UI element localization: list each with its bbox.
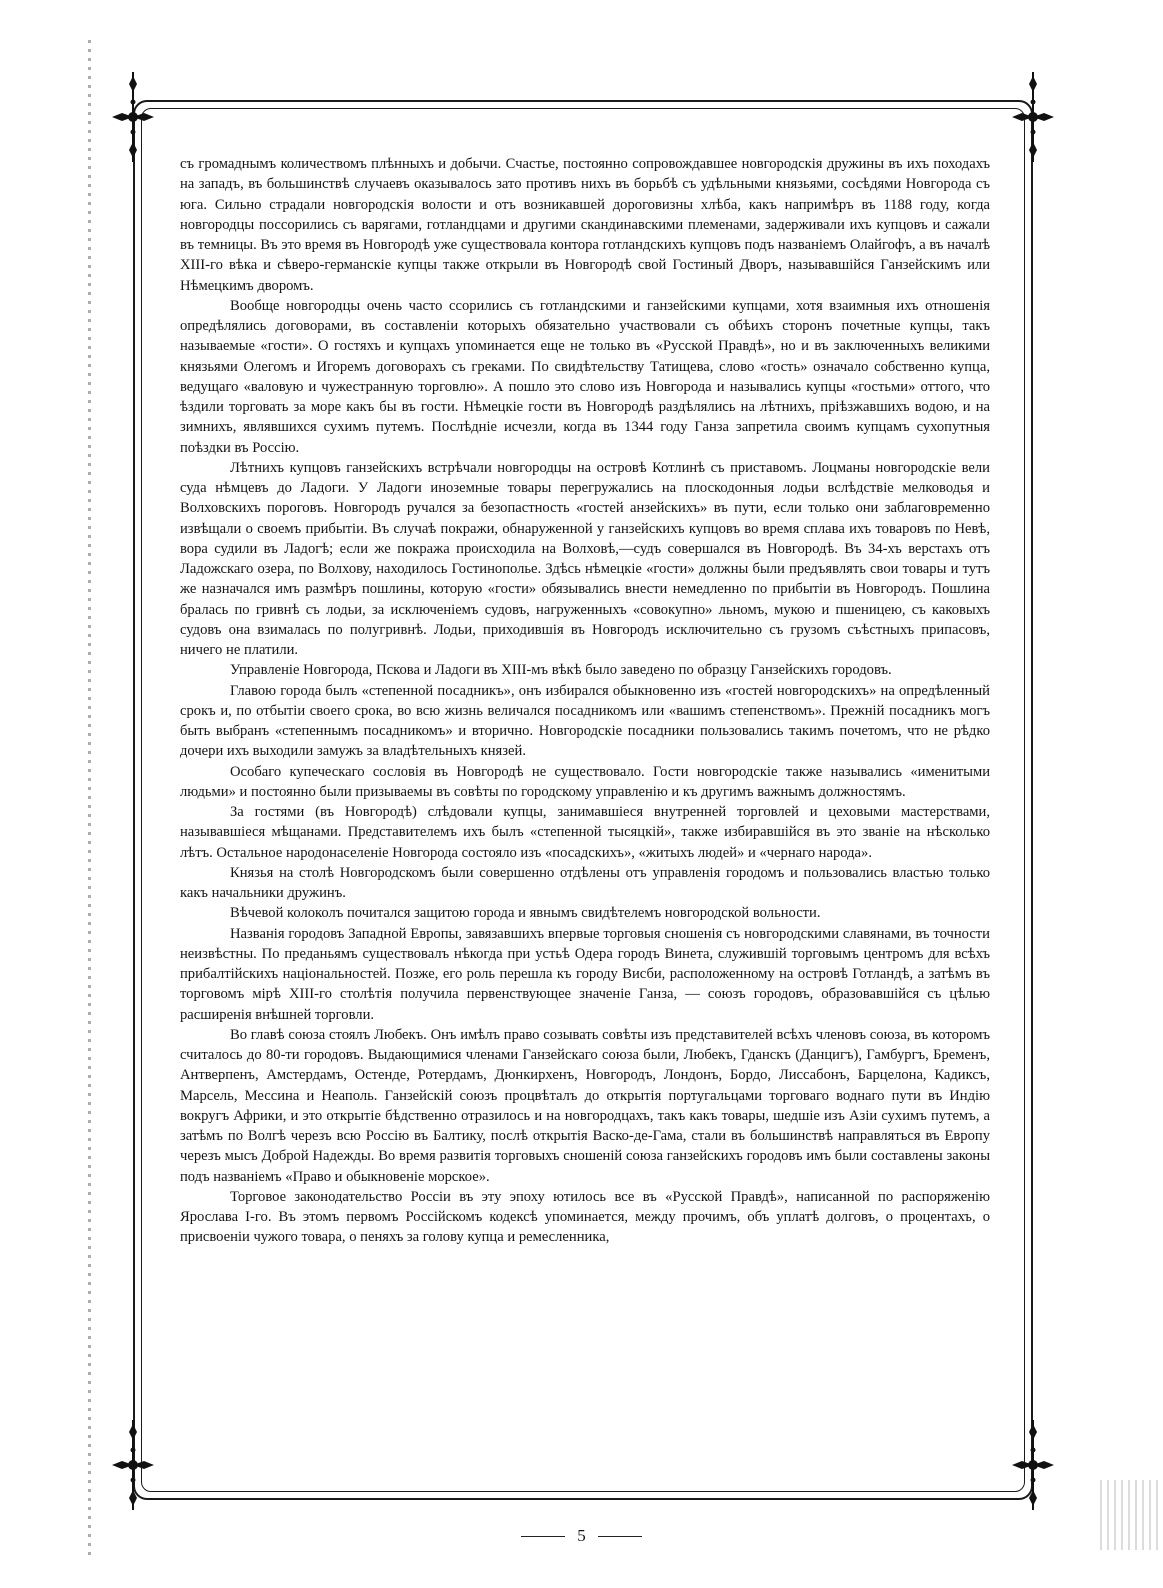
page-number: 5 [577, 1526, 586, 1545]
corner-ornament-bottom-right [1010, 1420, 1056, 1510]
paragraph: Названія городовъ Западной Европы, завязавшихъ впервые торговыя сношенія съ новгородскими славянами, въ точности неизвѣстны. По преданьямъ существовалъ нѣкогда при устьѣ Одера городъ Винета, служившій торговымъ центромъ для всѣхъ прибалтійскихъ національностей. Позже, его роль перешла къ городу Висби, расположенному на островѣ Готландѣ, а затѣмъ въ торговомъ мірѣ XIII-го столѣтія получила первенствующее значеніе Ганза, — союзъ городовъ, образовавшійся съ цѣлью расширенія внѣшней торговли. [180, 925, 990, 1023]
scan-edge-left [88, 40, 91, 1560]
page-footer [0, 1524, 1163, 1548]
paragraph: Вѣчевой колоколъ почитался защитою города и явнымъ свидѣтелемъ новгородской вольности. [230, 905, 821, 922]
paragraph: Особаго купеческаго сословія въ Новгородѣ не существовало. Гости новгородскіе также назывались «именитыми людьми» и постоянно были призываемы въ совѣты по городскому управленію и къ другимъ важнымъ должностямъ. [180, 763, 990, 800]
paragraph: Главою города былъ «степенной посадникъ», онъ избирался обыкновенно изъ «гостей новгородскихъ» на опредѣленный срокъ и, по отбытіи своего срока, во всю жизнь величался посадникомъ или «вашимъ степенствомъ». Прежній посадникъ могъ быть выбранъ «степеннымъ посадникомъ» и вторично. Новгородскіе посадники пользовались такимъ почетомъ, что не рѣдко дочери ихъ выходили замужъ за владѣтельныхъ князей. [180, 682, 990, 760]
paragraph: За гостями (въ Новгородѣ) слѣдовали купцы, занимавшіеся внутренней торговлей и цеховыми мастерствами, называвшіеся мѣщанами. Представителемъ ихъ былъ «степенной тысяцкій», также избиравшійся въ это званіе на нѣсколько лѣтъ. Остальное народонаселеніе Новгорода состояло изъ «посадскихъ», «житыхъ людей» и «чернаго народа». [180, 804, 990, 861]
corner-ornament-top-left [110, 72, 156, 162]
paragraph: Торговое законодательство Россіи въ эту эпоху ютилось все въ «Русской Правдѣ», написанной по распоряженію Ярослава I-го. Въ этомъ первомъ Россійскомъ кодексѣ упоминается, между прочимъ, объ уплатѣ долговъ, о процентахъ, о присвоеніи чужого товара, о пеняхъ за голову купца и ремесленника, [180, 1188, 990, 1246]
footer-rule-right [598, 1536, 642, 1537]
footer-rule-left [521, 1536, 565, 1537]
corner-ornament-top-right [1010, 72, 1056, 162]
paragraph: Управленіе Новгорода, Пскова и Ладоги въ XIII-мъ вѣкѣ было заведено по образцу Ганзейскихъ городовъ. [230, 662, 892, 679]
paragraph: Лѣтнихъ купцовъ ганзейскихъ встрѣчали новгородцы на островѣ Котлинѣ съ приставомъ. Лоцманы новгородскіе вели суда нѣмцевъ до Ладоги. У Ладоги иноземные товары перегружались на плоскодонныя лодьи вслѣдствіе мелководья и Волховскихъ пороговъ. Новгородъ ручался за безопастность «гостей анзейскихъ» въ пути, если только они заблаговременно извѣщали о своемъ прибытіи. Въ случаѣ покражи, обнаруженной у ганзейскихъ купцовъ во время сплава ихъ товаровъ по Невѣ, вора судили въ Ладогѣ; если же покража происходила на Волховѣ,—судъ совершался въ Новгородѣ. Въ 34-хъ верстахъ отъ Ладожскаго озера, по Волхову, находилось Гостинополье. Здѣсь нѣмецкіе «гости» должны были предъявлять свои товары и тутъ же назначался имъ размѣръ пошлины, которую «гости» обязывались внести немедленно по прибытіи въ Новгородъ. Пошлина бралась по гривнѣ съ лодьи, за исключеніемъ судовъ, нагруженныхъ «совокупно» льномъ, мукою и пшеницею, съ каковыхъ судовъ она взималась по полугривнѣ. Лодьи, приходившія въ Новгородъ исключительно съ грузомъ съѣстныхъ припасовъ, ничего не платили. [180, 459, 990, 658]
corner-ornament-bottom-left [110, 1420, 156, 1510]
paragraph: съ громаднымъ количествомъ плѣнныхъ и добычи. Счастье, постоянно сопровождавшее новгородскія дружины въ ихъ походахъ на западъ, въ большинствѣ случаевъ оказывалось зато противъ нихъ въ борьбѣ съ удѣльными князьями, сосѣдями Новгорода съ юга. Сильно страдали новгородскія волости и отъ возникавшей дороговизны хлѣба, какъ напримѣръ въ 1188 году, когда новгородцы поссорились съ варягами, готландцами и другими скандинавскими племенами, задерживали ихъ купцовъ и сажали въ темницы. Въ это время въ Новгородѣ уже существовала контора готландскихъ купцовъ подъ названіемъ Олайгофъ, а въ началѣ XIII-го вѣка и сѣверо-германскіе купцы также открыли въ Новгородѣ свой Гостиный Дворъ, называвшійся Ганзейскимъ или Нѣмецкимъ дворомъ. [180, 156, 990, 294]
paragraph: Вообще новгородцы очень часто ссорились съ готландскими и ганзейскими купцами, хотя взаимныя ихъ отношенія опредѣлялись договорами, въ составленіи которыхъ обязательно участвовали съ обѣихъ сторонъ почетные купцы, такъ называемые «гости». О гостяхъ и купцахъ упоминается еще не только въ «Русской Правдѣ», но и въ заключенныхъ великими князьями Олегомъ и Игоремъ договорахъ съ греками. По свидѣтельству Татищева, слово «гость» означало собственно купца, ведущаго «валовую и чужестранную торговлю». А пошло это слово изъ Новгорода и назывались купцы «гостьми» оттого, что ѣздили торговать за море какъ бы въ гости. Нѣмецкіе гости въ Новгородѣ раздѣлялись на лѣтнихъ, пріѣзжавшихъ водою, и на зимнихъ, являвшихся сухимъ путемъ. Послѣдніе исчезли, когда въ 1344 году Ганза запретила своимъ купцамъ сухопутныя поѣздки въ Россію. [180, 297, 990, 456]
paragraph: Князья на столѣ Новгородскомъ были совершенно отдѣлены отъ управленія городомъ и пользовались властью только какъ начальники дружинъ. [180, 864, 990, 901]
body-text [180, 154, 990, 1248]
paragraph: Во главѣ союза стоялъ Любекъ. Онъ имѣлъ право созывать совѣты изъ представителей всѣхъ членовъ союза, въ которомъ считалось до 80-ти городовъ. Выдающимися членами Ганзейскаго союза были, Любекъ, Гданскъ (Данцигъ), Гамбургъ, Бременъ, Антверпенъ, Амстердамъ, Остенде, Ротердамъ, Дюнкирхенъ, Новгородъ, Лондонъ, Бордо, Лиссабонъ, Барцелона, Кадиксъ, Марсель, Мессина и Неаполь. Ганзейскій союзъ процвѣталъ до открытія португальцами торговаго воднаго пути въ Индію вокругъ Африки, и это открытіе бѣдственно отразилось и на новгородцахъ, такъ какъ товары, шедшіе изъ Азіи сухимъ путемъ, а затѣмъ по Волгѣ черезъ всю Россію въ Балтику, послѣ открытія Васко-де-Гама, стали въ большинствѣ направляться въ Европу черезъ мысъ Доброй Надежды. Во время развитія торговыхъ сношеній союза ганзейскихъ городовъ имъ были составлены законы подъ названіемъ «Право и обыкновеніе морское». [180, 1026, 990, 1185]
